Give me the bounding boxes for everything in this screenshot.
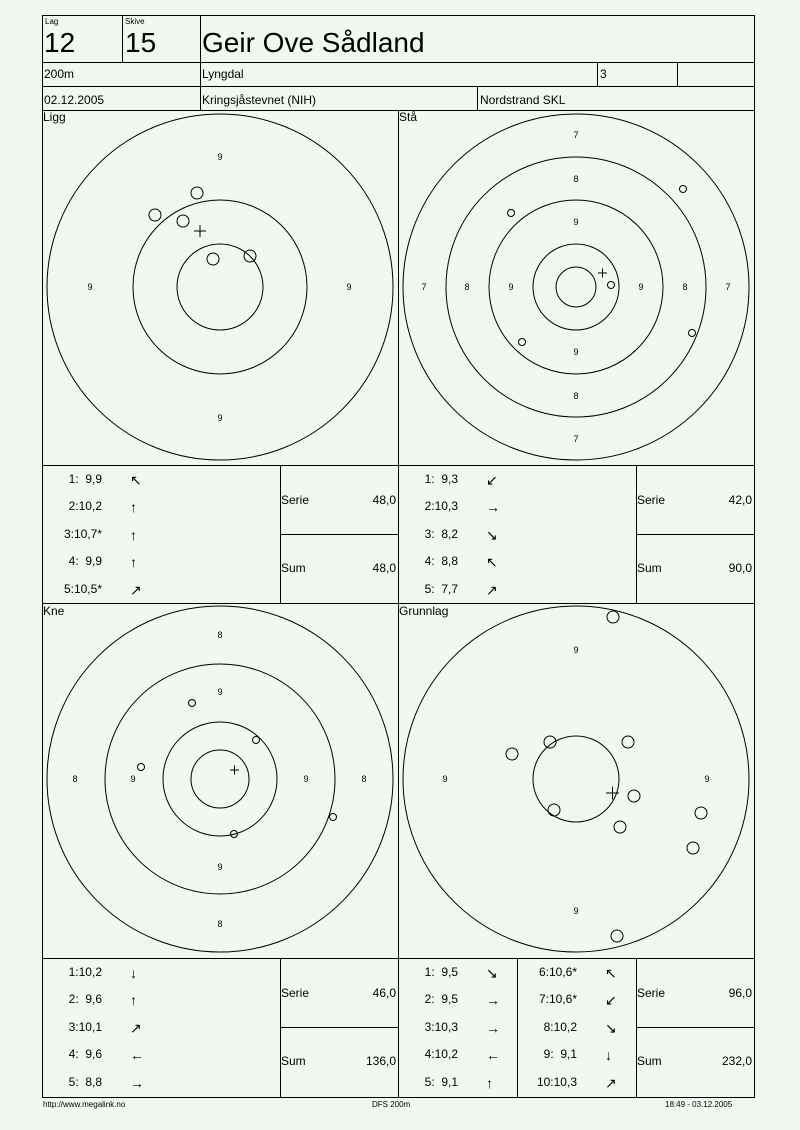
shot-direction-icon: ↑ xyxy=(130,499,137,516)
shot-score: 10:10,3 xyxy=(536,1074,577,1089)
shot-direction-icon: ← xyxy=(130,1047,144,1064)
shot-direction-icon: ↗ xyxy=(486,581,498,598)
shot-direction-icon: ↘ xyxy=(486,526,498,543)
shot-direction-icon: ↙ xyxy=(605,992,617,1009)
ring-label: 9 xyxy=(217,687,223,697)
series-list-ligg xyxy=(42,466,280,603)
ring-label: 8 xyxy=(573,391,579,401)
skive-value: 15 xyxy=(125,27,157,58)
target-title-staa: Stå xyxy=(399,110,418,124)
shot-hole xyxy=(611,930,623,942)
shot-hole xyxy=(191,187,203,199)
group-center-marker xyxy=(194,225,206,237)
host-club: Nordstrand SKL xyxy=(480,93,566,107)
shot-hole xyxy=(689,330,696,337)
shot-score: 6:10,6* xyxy=(538,965,577,979)
ring-label: 8 xyxy=(682,282,688,292)
sum-label: Sum xyxy=(281,1054,306,1068)
ring-label: 9 xyxy=(87,282,93,292)
shot-direction-icon: ↙ xyxy=(486,472,498,488)
sum-label: Sum xyxy=(637,1054,662,1068)
shot-score: 7:10,6* xyxy=(538,992,577,1007)
shot-hole xyxy=(138,764,145,771)
shot-score: 4: 8,8 xyxy=(424,554,458,569)
shot-score: 4:10,2 xyxy=(424,1047,458,1062)
shot-score: 5: 9,1 xyxy=(424,1074,458,1089)
ring-label: 8 xyxy=(361,774,367,784)
sum-value: 90,0 xyxy=(728,561,752,575)
shot-hole xyxy=(548,804,560,816)
shot-hole xyxy=(330,814,337,821)
ring-label: 9 xyxy=(217,862,223,872)
serie-value: 96,0 xyxy=(728,986,752,1000)
target-grunnlag xyxy=(403,606,749,952)
sum-label: Sum xyxy=(637,561,662,575)
target-title-kne: Kne xyxy=(43,604,65,618)
shot-direction-icon: ↘ xyxy=(605,1019,617,1036)
ring-label: 8 xyxy=(217,919,223,929)
footer-url[interactable]: http://www.megalink.no xyxy=(43,1100,126,1109)
ring-label: 8 xyxy=(217,630,223,640)
shot-score: 9: 9,1 xyxy=(543,1047,577,1062)
ring-label: 8 xyxy=(573,174,579,184)
group-center-marker xyxy=(598,269,607,278)
shot-hole xyxy=(695,807,707,819)
shot-score: 1: 9,5 xyxy=(424,965,458,979)
shot-score: 4: 9,6 xyxy=(68,1047,102,1062)
shot-direction-icon: ↖ xyxy=(130,472,142,488)
target-title-ligg: Ligg xyxy=(43,110,66,124)
shot-hole xyxy=(189,700,196,707)
series-list-kne xyxy=(42,959,280,1096)
shot-hole xyxy=(253,737,260,744)
shot-hole xyxy=(628,790,640,802)
event: Kringsjåstevnet (NIH) xyxy=(202,93,317,107)
target-title-grunnlag: Grunnlag xyxy=(399,604,449,618)
ring-label: 8 xyxy=(464,282,470,292)
shooter-name: Geir Ove Sådland xyxy=(202,27,425,58)
serie-label: Serie xyxy=(281,986,310,1000)
shot-direction-icon: ↑ xyxy=(130,526,137,543)
ring-label: 9 xyxy=(638,282,644,292)
target-ligg xyxy=(47,114,393,460)
shot-direction-icon: ↑ xyxy=(130,992,137,1009)
shot-hole xyxy=(687,842,699,854)
sum-label: Sum xyxy=(281,561,306,575)
skive-label: Skive xyxy=(125,17,145,26)
ring-label: 9 xyxy=(442,774,448,784)
ring-label: 9 xyxy=(573,906,579,916)
shot-direction-icon: ↓ xyxy=(130,965,137,981)
shot-direction-icon: ↓ xyxy=(605,1047,612,1064)
footer-timestamp: 18:49 - 03.12.2005 xyxy=(665,1100,733,1109)
ring-label: 7 xyxy=(725,282,731,292)
serie-label: Serie xyxy=(281,493,310,507)
ring-label: 7 xyxy=(573,434,579,444)
serie-value: 42,0 xyxy=(728,493,752,507)
shot-direction-icon: ↗ xyxy=(130,1019,142,1036)
shot-score: 2:10,3 xyxy=(424,499,458,514)
footer-program: DFS 200m xyxy=(372,1100,411,1109)
shot-direction-icon: → xyxy=(486,992,500,1009)
shot-direction-icon: ↗ xyxy=(130,581,142,598)
shot-score: 2:10,2 xyxy=(68,499,102,514)
shot-hole xyxy=(622,736,634,748)
shot-hole xyxy=(607,611,619,623)
shot-score: 3: 8,2 xyxy=(424,526,458,541)
ring-label: 9 xyxy=(704,774,710,784)
shot-score: 3:10,7* xyxy=(63,526,102,541)
shot-hole xyxy=(519,339,526,346)
shot-hole xyxy=(608,282,615,289)
ring-label: 7 xyxy=(573,130,579,140)
series-list-grunnlag-1 xyxy=(398,959,517,1096)
serie-label: Serie xyxy=(637,986,666,1000)
shot-direction-icon: ↑ xyxy=(486,1074,493,1091)
shot-hole xyxy=(508,210,515,217)
ring-label: 9 xyxy=(508,282,514,292)
ring-label: 9 xyxy=(303,774,309,784)
shot-score: 1: 9,9 xyxy=(68,472,102,486)
shot-score: 8:10,2 xyxy=(543,1019,577,1034)
shot-score: 3:10,1 xyxy=(68,1019,102,1034)
distance: 200m xyxy=(44,67,75,81)
shot-direction-icon: ↗ xyxy=(605,1074,617,1091)
shot-hole xyxy=(680,186,687,193)
shot-score: 4: 9,9 xyxy=(68,554,102,569)
ring-label: 8 xyxy=(72,774,78,784)
shot-hole xyxy=(506,748,518,760)
shot-score: 5: 7,7 xyxy=(424,581,458,596)
class: 3 xyxy=(600,67,607,81)
serie-value: 48,0 xyxy=(372,493,396,507)
shot-hole xyxy=(614,821,626,833)
shot-score: 2: 9,6 xyxy=(68,992,102,1007)
shot-direction-icon: ↖ xyxy=(605,965,617,981)
shot-direction-icon: → xyxy=(486,1019,500,1036)
ring-label: 9 xyxy=(130,774,136,784)
shot-score: 2: 9,5 xyxy=(424,992,458,1007)
ring-label: 9 xyxy=(573,217,579,227)
ring-label: 7 xyxy=(421,282,427,292)
target-staa xyxy=(403,114,749,460)
ring-label: 9 xyxy=(573,645,579,655)
shot-hole xyxy=(207,253,219,265)
shot-direction-icon: ↖ xyxy=(486,554,498,571)
club: Lyngdal xyxy=(202,67,244,81)
lag-value: 12 xyxy=(44,27,76,58)
shot-direction-icon: ↘ xyxy=(486,965,498,981)
series-list-grunnlag-2 xyxy=(517,959,636,1096)
shot-score: 3:10,3 xyxy=(424,1019,458,1034)
lag-label: Lag xyxy=(45,17,59,26)
sum-value: 136,0 xyxy=(365,1054,396,1068)
serie-label: Serie xyxy=(637,493,666,507)
sum-value: 48,0 xyxy=(372,561,396,575)
ring-label: 9 xyxy=(217,152,223,162)
shot-direction-icon: → xyxy=(130,1074,144,1091)
sum-value: 232,0 xyxy=(721,1054,752,1068)
shot-direction-icon: ↑ xyxy=(130,554,137,571)
target-kne xyxy=(47,606,393,952)
group-center-marker xyxy=(606,787,619,800)
series-list-staa xyxy=(398,466,636,603)
shot-direction-icon: ← xyxy=(486,1047,500,1064)
shot-score: 1:10,2 xyxy=(68,965,102,979)
shot-direction-icon: → xyxy=(486,499,500,516)
date: 02.12.2005 xyxy=(44,93,105,107)
group-center-marker xyxy=(230,766,239,775)
ring-label: 9 xyxy=(217,413,223,423)
shot-score: 5: 8,8 xyxy=(68,1074,102,1089)
shot-hole xyxy=(149,209,161,221)
serie-value: 46,0 xyxy=(372,986,396,1000)
shot-hole xyxy=(177,215,189,227)
ring-label: 9 xyxy=(346,282,352,292)
shot-score: 5:10,5* xyxy=(63,581,102,596)
shot-score: 1: 9,3 xyxy=(424,472,458,486)
ring-label: 9 xyxy=(573,347,579,357)
